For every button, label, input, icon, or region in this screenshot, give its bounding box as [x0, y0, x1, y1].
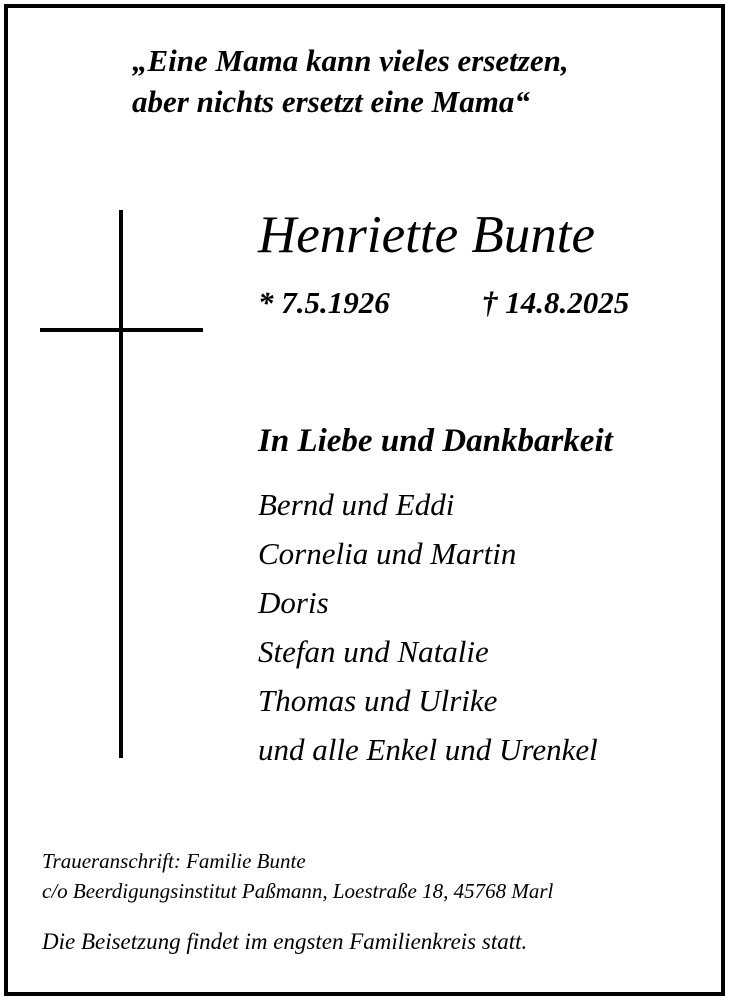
mourners-list: [258, 480, 598, 774]
address-line-1: Traueranschrift: Familie Bunte: [42, 849, 306, 873]
mourner-entry: Bernd und Eddi: [258, 487, 455, 522]
cross-vertical-bar: [119, 210, 123, 758]
burial-note: Die Beisetzung findet im engsten Familienkreis statt.: [42, 929, 528, 954]
mourner-entry: Stefan und Natalie: [258, 634, 489, 669]
quote-line-1: „Eine Mama kann vieles ersetzen,: [132, 43, 569, 78]
quote-line-2: aber nichts ersetzt eine Mama“: [132, 84, 530, 119]
mourner-entry: Doris: [258, 585, 329, 620]
birth-date: * 7.5.1926: [258, 285, 390, 320]
mourner-entry: und alle Enkel und Urenkel: [258, 732, 598, 767]
mourning-heading: In Liebe und Dankbarkeit: [258, 423, 613, 459]
address-line-2: c/o Beerdigungsinstitut Paßmann, Loestraße 18, 45768 Marl: [42, 879, 554, 903]
memorial-quote: [132, 40, 569, 122]
mourner-entry: Thomas und Ulrike: [258, 683, 498, 718]
deceased-name: Henriette Bunte: [258, 206, 596, 264]
mourning-address: [42, 846, 553, 906]
cross-horizontal-bar: [40, 328, 203, 332]
mourner-entry: Cornelia und Martin: [258, 536, 517, 571]
death-date: † 14.8.2025: [482, 285, 630, 320]
